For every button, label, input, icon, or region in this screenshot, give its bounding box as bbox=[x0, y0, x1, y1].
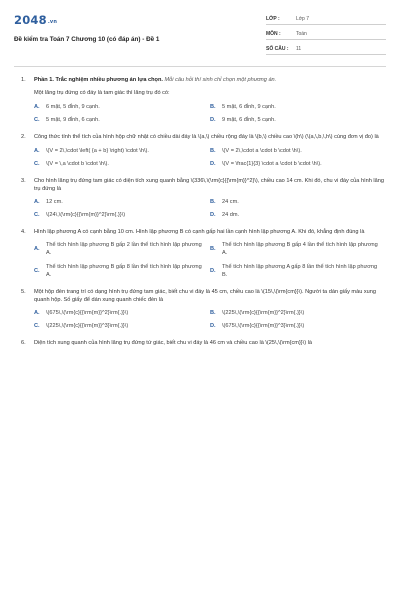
answer-option-a[interactable] bbox=[34, 147, 210, 155]
question-number: 2. bbox=[21, 134, 26, 141]
question-4 bbox=[14, 228, 386, 284]
option-label: B. bbox=[210, 104, 216, 111]
answer-option-b[interactable] bbox=[210, 241, 386, 257]
info-row-count bbox=[266, 43, 386, 55]
logo-main: 2048 bbox=[14, 13, 47, 27]
answer-option-b[interactable] bbox=[210, 198, 386, 206]
option-label: A. bbox=[34, 198, 40, 205]
question-2 bbox=[14, 133, 386, 172]
option-text: 24 cm. bbox=[222, 198, 239, 205]
question-number: 5. bbox=[21, 288, 26, 295]
answer-options bbox=[34, 309, 386, 335]
option-label: C. bbox=[34, 323, 40, 330]
option-text: 9 mặt, 6 đỉnh, 5 cạnh. bbox=[222, 117, 276, 124]
site-logo[interactable] bbox=[14, 12, 214, 29]
option-text: \(V = \,a \cdot b \cdot \h\). bbox=[46, 160, 109, 167]
answer-option-a[interactable] bbox=[34, 103, 210, 111]
info-value: Toán bbox=[296, 30, 307, 37]
question-text: Một hộp đèn trang trí có dạng hình trụ đứng tam giác, biết chu vi đáy là 45 cm, chiều cao là \(15\,\(\rm{cm}}\). Người ta dán giấy màu xung quanh hộp. Số giấy để dán xung quanh chiếc đèn là bbox=[34, 288, 376, 303]
option-text: \(V = 2\,\cdot a \cdot b \cdot \h\). bbox=[222, 147, 302, 154]
option-text: Thể tích hình lập phương A gấp 8 lần thể tích hình lập phương B. bbox=[222, 263, 378, 278]
info-label: LỚP : bbox=[266, 15, 280, 22]
question-3 bbox=[14, 177, 386, 224]
option-text: 5 mặt, 9 đỉnh, 6 cạnh. bbox=[46, 117, 100, 124]
answer-option-c[interactable] bbox=[34, 263, 210, 279]
question-number: 1. bbox=[21, 77, 26, 83]
option-text: 24 dm. bbox=[222, 212, 240, 219]
option-label: D. bbox=[210, 323, 216, 330]
option-text: \(225\,\(\rm{c}{{\rm{m}}^3}\rm{.}}\) bbox=[46, 323, 129, 330]
answer-option-c[interactable] bbox=[34, 160, 210, 168]
option-label: B. bbox=[210, 246, 216, 253]
option-label: B. bbox=[210, 198, 216, 205]
option-label: C. bbox=[34, 267, 40, 274]
question-1 bbox=[14, 76, 386, 129]
option-label: B. bbox=[210, 309, 216, 316]
answer-option-b[interactable] bbox=[210, 147, 386, 155]
question-number: 6. bbox=[21, 340, 26, 347]
info-value: Lớp 7 bbox=[296, 15, 310, 22]
option-text: Thể tích hình lập phương B gấp 4 lần thể tích hình lập phương A. bbox=[222, 242, 378, 257]
answer-option-c[interactable] bbox=[34, 211, 210, 219]
info-value: 11 bbox=[296, 45, 302, 52]
answer-options bbox=[34, 241, 386, 283]
option-label: A. bbox=[34, 104, 40, 111]
option-text: \(675\,\(\rm{c}{{\rm{m}}^2}\rm{.}}\) bbox=[46, 309, 129, 316]
header-divider bbox=[14, 66, 386, 67]
option-label: D. bbox=[210, 160, 216, 167]
answer-option-d[interactable] bbox=[210, 263, 386, 279]
question-text: Hình lập phương A có cạnh bằng 10 cm. Hình lập phương B có cạnh gấp hai lần cạnh hình lập phương A. Khi đó, khẳng định đúng là bbox=[34, 229, 365, 236]
answer-option-c[interactable] bbox=[34, 116, 210, 124]
page-header bbox=[14, 10, 386, 66]
info-label: SỐ CÂU : bbox=[266, 45, 289, 52]
answer-option-b[interactable] bbox=[210, 309, 386, 317]
question-text: Cho hình lăng trụ đứng tam giác có diện tích xung quanh bằng \(336\,\(\rm{c}{{\rm{m}}^2}\), chiều cao 14 cm. Khi đó, chu vi đáy của hình lăng trụ đứng là bbox=[34, 177, 384, 192]
question-body bbox=[34, 76, 386, 129]
answer-option-b[interactable] bbox=[210, 103, 386, 111]
section-title: Phần 1. Trắc nghiệm nhiều phương án lựa chọn. bbox=[34, 77, 163, 83]
section-intro bbox=[34, 76, 386, 84]
option-label: D. bbox=[210, 117, 216, 124]
answer-options bbox=[34, 198, 386, 224]
answer-option-d[interactable] bbox=[210, 160, 386, 168]
option-text: 5 mặt, 6 đỉnh, 9 cạnh. bbox=[222, 104, 276, 111]
document-title: Đề kiểm tra Toán 7 Chương 10 (có đáp án) - Đề 1 bbox=[14, 35, 160, 43]
option-text: \(V = \frac{1}{3} \cdot a \cdot b \cdot \h\). bbox=[222, 160, 322, 167]
option-text: \(675\,\(\rm{c}{{\rm{m}}^3}\rm{.}}\) bbox=[222, 323, 305, 330]
option-text: \(225\,\(\rm{c}{{\rm{m}}^2}\rm{.}}\) bbox=[222, 309, 305, 316]
logo-tld: .vn bbox=[47, 19, 58, 25]
answer-option-a[interactable] bbox=[34, 309, 210, 317]
option-label: C. bbox=[34, 160, 40, 167]
question-body bbox=[34, 339, 386, 352]
question-6 bbox=[14, 339, 386, 352]
option-label: A. bbox=[34, 246, 40, 253]
answer-options bbox=[34, 103, 386, 129]
option-label: A. bbox=[34, 147, 40, 154]
answer-option-d[interactable] bbox=[210, 322, 386, 330]
option-text: Thể tích hình lập phương B gấp 8 lần thể tích hình lập phương A. bbox=[46, 263, 202, 278]
option-label: C. bbox=[34, 212, 40, 219]
question-number: 4. bbox=[21, 229, 26, 236]
section-instruction: Mỗi câu hỏi thí sinh chỉ chọn một phương án. bbox=[162, 77, 277, 83]
question-text: Diện tích xung quanh của hình lăng trụ đứng tứ giác, biết chu vi đáy là 46 cm và chiều cao là \(25\,\(\rm{cm}}\) là bbox=[34, 340, 313, 347]
answer-option-c[interactable] bbox=[34, 322, 210, 330]
answer-option-a[interactable] bbox=[34, 198, 210, 206]
header-left bbox=[14, 10, 214, 66]
question-body bbox=[34, 288, 386, 335]
option-text: \(V = 2\,\cdot \left( {a + b} \right) \cdot \h\). bbox=[46, 147, 149, 154]
question-body bbox=[34, 133, 386, 172]
info-row-subject bbox=[266, 28, 386, 40]
answer-option-d[interactable] bbox=[210, 211, 386, 219]
answer-option-d[interactable] bbox=[210, 116, 386, 124]
question-body bbox=[34, 228, 386, 284]
option-label: C. bbox=[34, 117, 40, 124]
option-label: D. bbox=[210, 267, 216, 274]
option-label: A. bbox=[34, 309, 40, 316]
info-row-class bbox=[266, 13, 386, 25]
question-body bbox=[34, 177, 386, 224]
question-text: Một lăng trụ đứng có đáy là tam giác thì lăng trụ đó có: bbox=[34, 90, 170, 97]
question-number: 3. bbox=[21, 177, 26, 184]
option-text: \(24\,\(\rm{c}{{\rm{m}}^2}\rm{.}}\) bbox=[46, 212, 126, 219]
option-text: 6 mặt, 5 đỉnh, 9 cạnh. bbox=[46, 104, 100, 111]
question-5 bbox=[14, 288, 386, 335]
option-text: 12 cm. bbox=[46, 198, 63, 205]
info-panel bbox=[266, 13, 386, 66]
info-label: MÔN : bbox=[266, 30, 281, 37]
answer-options bbox=[34, 147, 386, 173]
option-label: B. bbox=[210, 147, 216, 154]
question-text: Công thức tính thể tích của hình hộp chữ nhật có chiều dài đáy là \(a,\) chiều rộng đáy là \(b,\) chiều cao \(h\) (\(a,\,b,\,h\) cùng đơn vị đo) là bbox=[34, 134, 379, 141]
option-label: D. bbox=[210, 212, 216, 219]
answer-option-a[interactable] bbox=[34, 241, 210, 257]
option-text: Thể tích hình lập phương B gấp 2 lần thể tích hình lập phương A. bbox=[46, 242, 202, 257]
